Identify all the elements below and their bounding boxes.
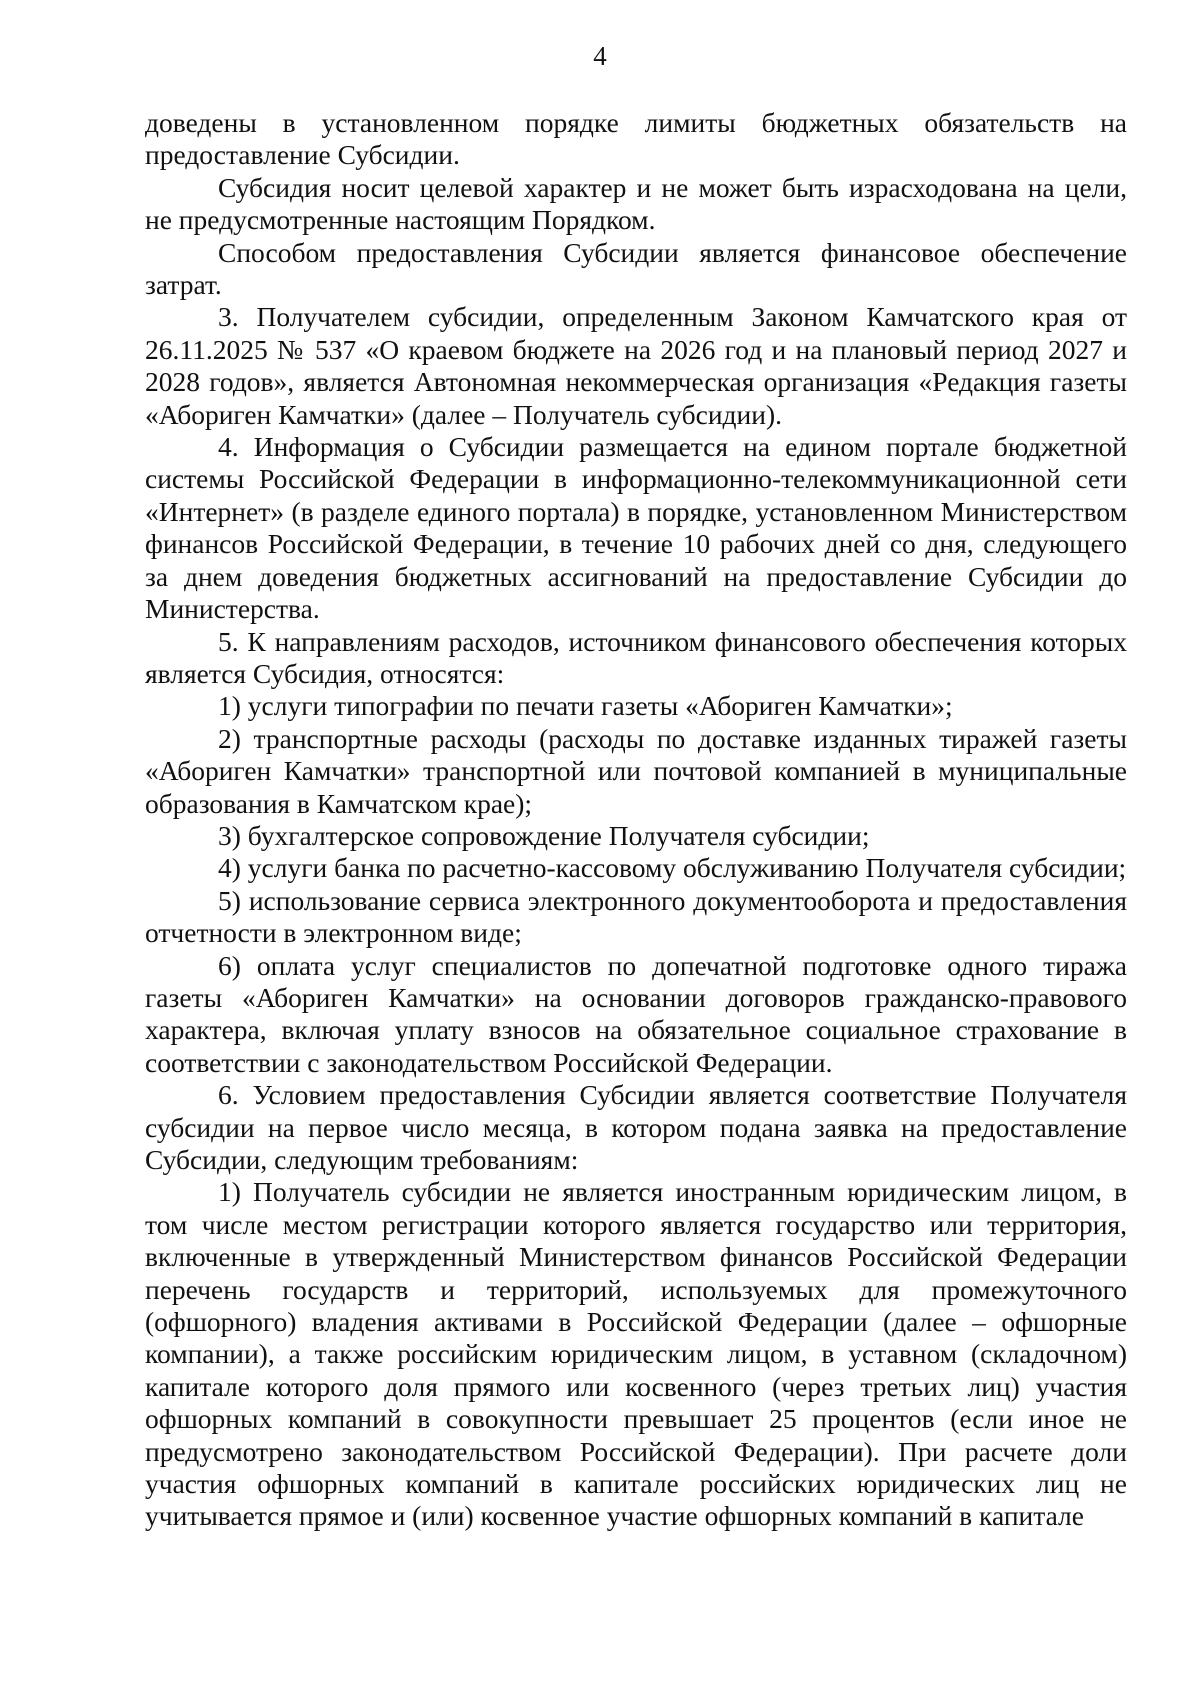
paragraph-3-recipient: 3. Получателем субсидии, определенным Законом Камчатского края от 26.11.2025 № 537 «О краевом бюджете на 2026 год и на плановый период 2027 и 2028 годов», является Автономная некоммерческая организация «Редакция газеты «Абориген Камчатки» (далее – Получатель субсидии). <box>145 301 1127 430</box>
paragraph-method: Способом предоставления Субсидии является финансовое обеспечение затрат. <box>145 236 1127 301</box>
paragraph-6-conditions: 6. Условием предоставления Субсидии является соответствие Получателя субсидии на первое число месяца, в котором подана заявка на предоставление Субсидии, следующим требованиям: <box>145 1079 1127 1175</box>
paragraph-limits: доведены в установленном порядке лимиты бюджетных обязательств на предоставление Субсидии. <box>145 107 1127 171</box>
document-body <box>145 107 1127 1533</box>
list-item-5-1: 1) услуги типографии по печати газеты «Абориген Камчатки»; <box>218 690 953 722</box>
paragraph-target-purpose: Субсидия носит целевой характер и не может быть израсходована на цели, не предусмотренные настоящим Порядком. <box>145 171 1127 236</box>
list-item-5-3: 3) бухгалтерское сопровождение Получателя субсидии; <box>218 819 870 851</box>
list-item-5-2: 2) транспортные расходы (расходы по доставке изданных тиражей газеты «Абориген Камчатки» транспортной или почтовой компанией в муниципальные образования в Камчатском крае); <box>145 722 1127 819</box>
page-number: 4 <box>593 41 607 71</box>
list-item-5-5: 5) использование сервиса электронного документооборота и предоставления отчетности в электронном виде; <box>145 884 1127 949</box>
paragraph-4-information: 4. Информация о Субсидии размещается на едином портале бюджетной системы Российской Федерации в информационно-телекоммуникационной сети «Интернет» (в разделе единого портала) в порядке, установленном Министерством финансов Российской Федерации, в течение 10 рабочих дней со дня, следующего за днем доведения бюджетных ассигнований на предоставление Субсидии до Министерства. <box>145 431 1127 625</box>
paragraph-5-expense-directions: 5. К направлениям расходов, источником финансового обеспечения которых является Субсидия, относятся: <box>145 625 1127 689</box>
list-item-5-6: 6) оплата услуг специалистов по допечатной подготовке одного тиража газеты «Абориген Камчатки» на основании договоров гражданско-правового характера, включая уплату взносов на обязательное социальное страхование в соответствии с законодательством Российской Федерации. <box>145 949 1127 1078</box>
list-item-5-4: 4) услуги банка по расчетно-кассовому обслуживанию Получателя субсидии; <box>218 852 1127 884</box>
list-item-6-1: 1) Получатель субсидии не является иностранным юридическим лицом, в том числе местом регистрации которого является государство или территория, включенные в утвержденный Министерством финансов Российской Федерации перечень государств и территорий, используемых для промежуточного (офшорного) владения активами в Российской Федерации (далее – офшорные компании), а также российским юридическим лицом, в уставном (складочном) капитале которого доля прямого или косвенного (через третьих лиц) участия офшорных компаний в совокупности превышает 25 процентов (если иное не предусмотрено законодательством Российской Федерации). При расчете доли участия офшорных компаний в капитале российских юридических лиц не учитывается прямое и (или) косвенное участие офшорных компаний в капитале <box>145 1176 1127 1532</box>
